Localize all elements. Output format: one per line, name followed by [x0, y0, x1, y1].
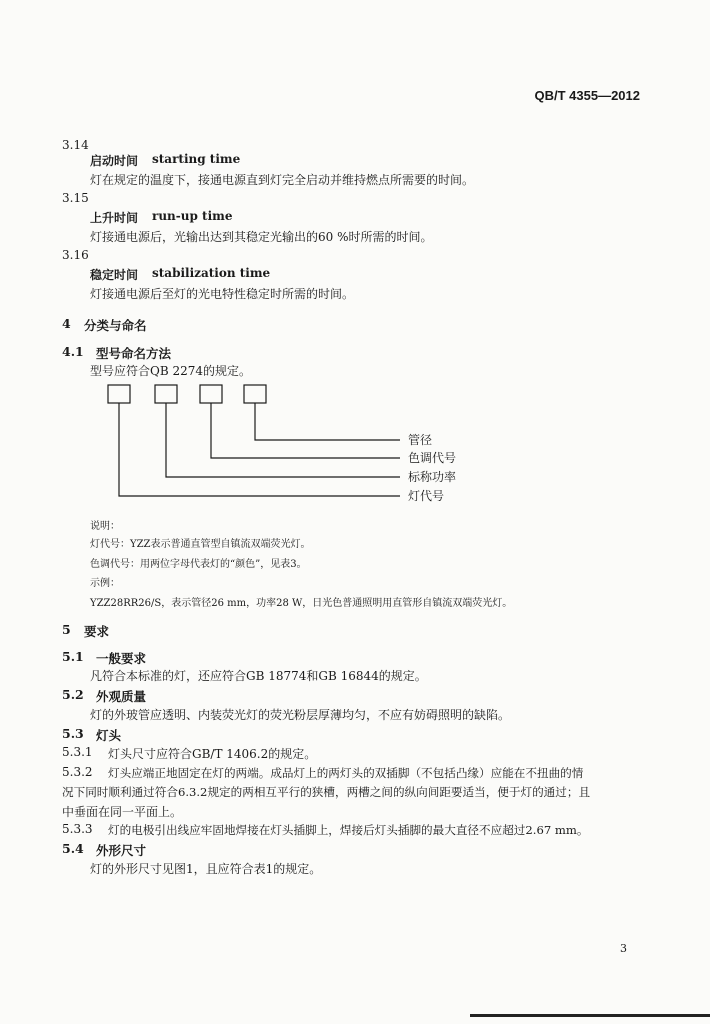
clause-number: 3.14: [62, 138, 89, 152]
page-number: 3: [620, 942, 627, 955]
leader-line: [211, 403, 400, 458]
section-number: 4: [62, 316, 71, 331]
standard-code: QB/T 4355—2012: [534, 88, 640, 103]
clause-text: 况下同时顺利通过符合6.3.2规定的两相互平行的狭槽，两槽之间的纵向间距要适当，便于灯的通过；且: [62, 785, 591, 799]
scan-edge-line: [470, 1014, 710, 1017]
section-number: 5.3: [62, 726, 84, 741]
clause-number: 5.3.3: [62, 822, 93, 836]
clause-text: 灯头应端正地固定在灯的两端。成品灯上的两灯头的双插脚（不包括凸缘）应能在不扭曲的情: [108, 766, 584, 780]
section-title: 一般要求: [96, 651, 147, 666]
note-lamp-code: 灯代号：YZZ表示普通直管型自镇流双端荧光灯。: [90, 539, 311, 550]
diagram-label-lamp-code: 灯代号: [408, 489, 445, 503]
note-color-code: 色调代号：用两位字母代表灯的“颜色”，见表3。: [90, 559, 307, 570]
term-definition: 灯接通电源后，光输出达到其稳定光输出的60 %时所需的时间。: [90, 230, 433, 244]
code-box: [155, 385, 177, 403]
clause-number: 5.3.1: [62, 745, 93, 759]
section-number: 5.4: [62, 841, 84, 856]
term-definition: 灯接通电源后至灯的光电特性稳定时所需的时间。: [90, 287, 355, 301]
code-box: [244, 385, 266, 403]
term-cn: 上升时间: [90, 211, 139, 225]
section-title: 外形尺寸: [96, 843, 147, 858]
section-text: 灯的外玻管应透明、内装荧光灯的荧光粉层厚薄均匀，不应有妨碍照明的缺陷。: [90, 708, 511, 722]
clause-number: 5.3.2: [62, 765, 93, 779]
leader-line: [255, 403, 400, 440]
section-number: 4.1: [62, 344, 84, 359]
diagram-label-tube-diameter: 管径: [408, 433, 433, 447]
term-cn: 启动时间: [90, 154, 139, 168]
term-en: starting time: [152, 152, 241, 166]
example-text: YZZ28RR26/S，表示管径26 mm，功率28 W，日光色普通照明用直管形自镇流双端荧光灯。: [90, 598, 513, 609]
clause-text: 灯头尺寸应符合GB/T 1406.2的规定。: [108, 747, 317, 761]
section-title: 型号命名方法: [96, 346, 172, 361]
section-text: 灯的外形尺寸见图1，且应符合表1的规定。: [90, 862, 322, 876]
term-definition: 灯在规定的温度下，接通电源直到灯完全启动并维持燃点所需要的时间。: [90, 173, 475, 187]
note-label: 说明：: [90, 521, 120, 532]
section-text: 型号应符合QB 2274的规定。: [90, 364, 252, 378]
clause-number: 3.15: [62, 191, 89, 205]
diagram-label-color-code: 色调代号: [408, 451, 457, 465]
section-title: 要求: [84, 624, 110, 639]
section-title: 外观质量: [96, 689, 147, 704]
term-en: run-up time: [152, 209, 233, 223]
term-cn: 稳定时间: [90, 268, 139, 282]
section-number: 5.2: [62, 687, 84, 702]
term-en: stabilization time: [152, 266, 271, 280]
section-number: 5.1: [62, 649, 84, 664]
section-title: 灯头: [96, 728, 122, 743]
leader-line: [119, 403, 400, 496]
section-text: 凡符合本标准的灯，还应符合GB 18774和GB 16844的规定。: [90, 669, 427, 683]
code-box: [108, 385, 130, 403]
section-number: 5: [62, 622, 71, 637]
diagram-label-rated-power: 标称功率: [408, 470, 457, 484]
clause-number: 3.16: [62, 248, 89, 262]
code-box: [200, 385, 222, 403]
section-title: 分类与命名: [84, 318, 147, 333]
example-label: 示例：: [90, 578, 120, 589]
clause-text: 中垂面在同一平面上。: [62, 805, 183, 819]
clause-text: 灯的电极引出线应牢固地焊接在灯头插脚上，焊接后灯头插脚的最大直径不应超过2.67 mm。: [108, 823, 589, 837]
